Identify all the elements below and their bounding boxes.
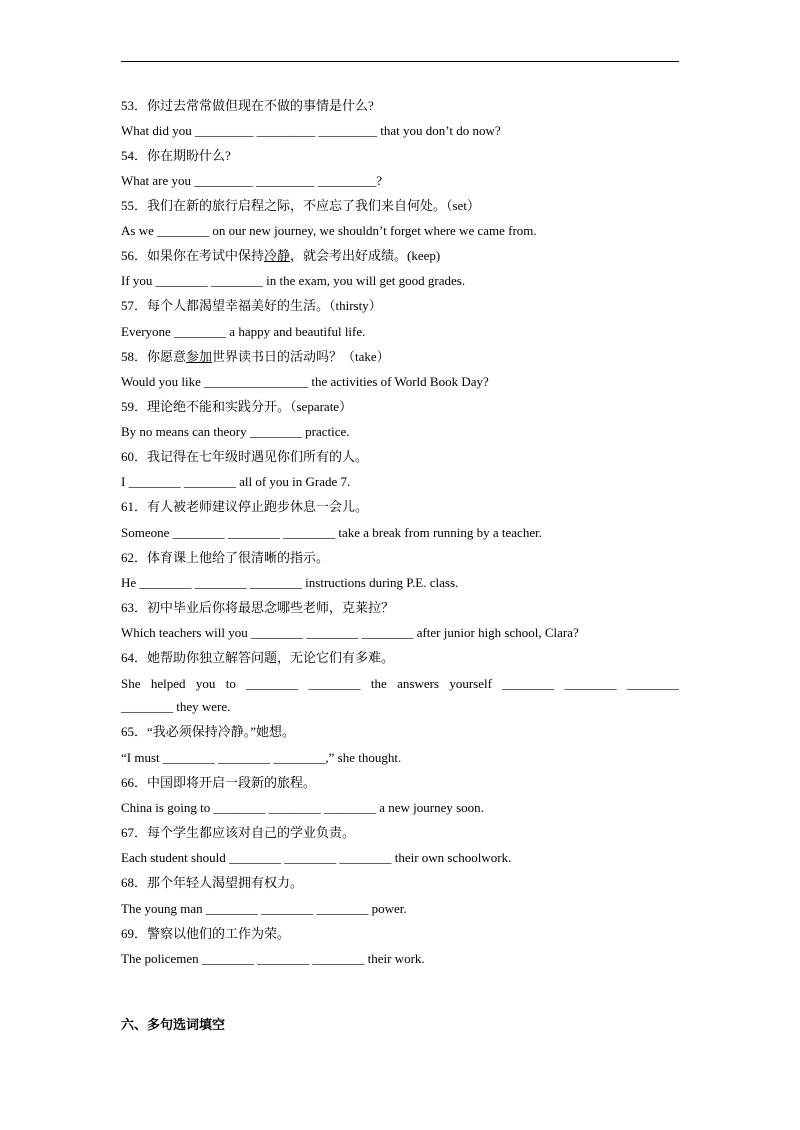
question-59-en: By no means can theory ________ practice. (121, 424, 350, 439)
question-65-cn: 65．“我必须保持冷静。”她想。 (121, 724, 296, 739)
question-64-cn: 64．她帮助你独立解答问题，无论它们有多难。 (121, 650, 395, 665)
question-64-en-continued: ________ they were. (121, 699, 231, 714)
question-62-cn: 62．体育课上他给了很清晰的指示。 (121, 550, 330, 565)
question-53-cn: 53．你过去常常做但现在不做的事情是什么? (121, 98, 374, 113)
question-61-cn: 61．有人被老师建议停止跑步休息一会儿。 (121, 499, 369, 514)
question-57-en: Everyone ________ a happy and beautiful life. (121, 324, 366, 339)
question-58-cn-pre: 58．你愿意 (121, 349, 187, 364)
question-67-en: Each student should ________ ________ ________ their own schoolwork. (121, 850, 512, 865)
question-62-en: He ________ ________ ________ instructions during P.E. class. (121, 575, 459, 590)
section-title: 六、多句选词填空 (121, 1018, 226, 1033)
question-60-cn: 60．我记得在七年级时遇见你们所有的人。 (121, 449, 369, 464)
question-69-en: The policemen ________ ________ ________ their work. (121, 951, 425, 966)
question-54-en: What are you _________ _________ _________? (121, 173, 383, 188)
question-53-en: What did you _________ _________ _________ that you don’t do now? (121, 123, 501, 138)
question-56-cn-underlined: 冷静 (264, 248, 291, 263)
question-58-en: Would you like ________________ the activities of World Book Day? (121, 374, 489, 389)
question-58-cn (121, 349, 681, 365)
question-61-en: Someone ________ ________ ________ take a break from running by a teacher. (121, 525, 542, 540)
question-59-cn: 59．理论绝不能和实践分开。（separate） (121, 399, 353, 414)
question-55-en: As we ________ on our new journey, we shouldn’t forget where we came from. (121, 223, 537, 238)
question-63-cn: 63．初中毕业后你将最思念哪些老师，克莱拉？ (121, 600, 395, 615)
question-67-cn: 67．每个学生都应该对自己的学业负责。 (121, 825, 356, 840)
question-56-en: If you ________ ________ in the exam, you will get good grades. (121, 273, 466, 288)
question-69-cn: 69．警察以他们的工作为荣。 (121, 926, 291, 941)
question-56-cn (121, 248, 681, 264)
question-58-cn-post: 世界读书日的活动吗？（take） (212, 349, 390, 364)
question-58-cn-underlined: 参加 (186, 349, 213, 364)
question-68-cn: 68．那个年轻人渴望拥有权力。 (121, 875, 304, 890)
question-66-cn: 66．中国即将开启一段新的旅程。 (121, 775, 317, 790)
question-55-cn: 55．我们在新的旅行启程之际，不应忘了我们来自何处。（set） (121, 198, 480, 213)
question-68-en: The young man ________ ________ ________ power. (121, 901, 407, 916)
question-66-en: China is going to ________ ________ ________ a new journey soon. (121, 800, 484, 815)
question-63-en: Which teachers will you ________ ________ ________ after junior high school, Clara? (121, 625, 579, 640)
question-57-cn: 57．每个人都渴望幸福美好的生活。（thirsty） (121, 298, 382, 313)
question-56-cn-pre: 56．如果你在考试中保持 (121, 248, 265, 263)
question-65-en: “I must ________ ________ ________,” she thought. (121, 750, 402, 765)
header-rule (121, 61, 679, 62)
question-64-en: She helped you to ________ ________ the answers yourself ________ ________ ________ (121, 676, 679, 691)
question-54-cn: 54．你在期盼什么? (121, 148, 231, 163)
question-56-cn-post: ，就会考出好成绩。(keep) (290, 248, 441, 263)
question-60-en: I ________ ________ all of you in Grade 7. (121, 474, 351, 489)
